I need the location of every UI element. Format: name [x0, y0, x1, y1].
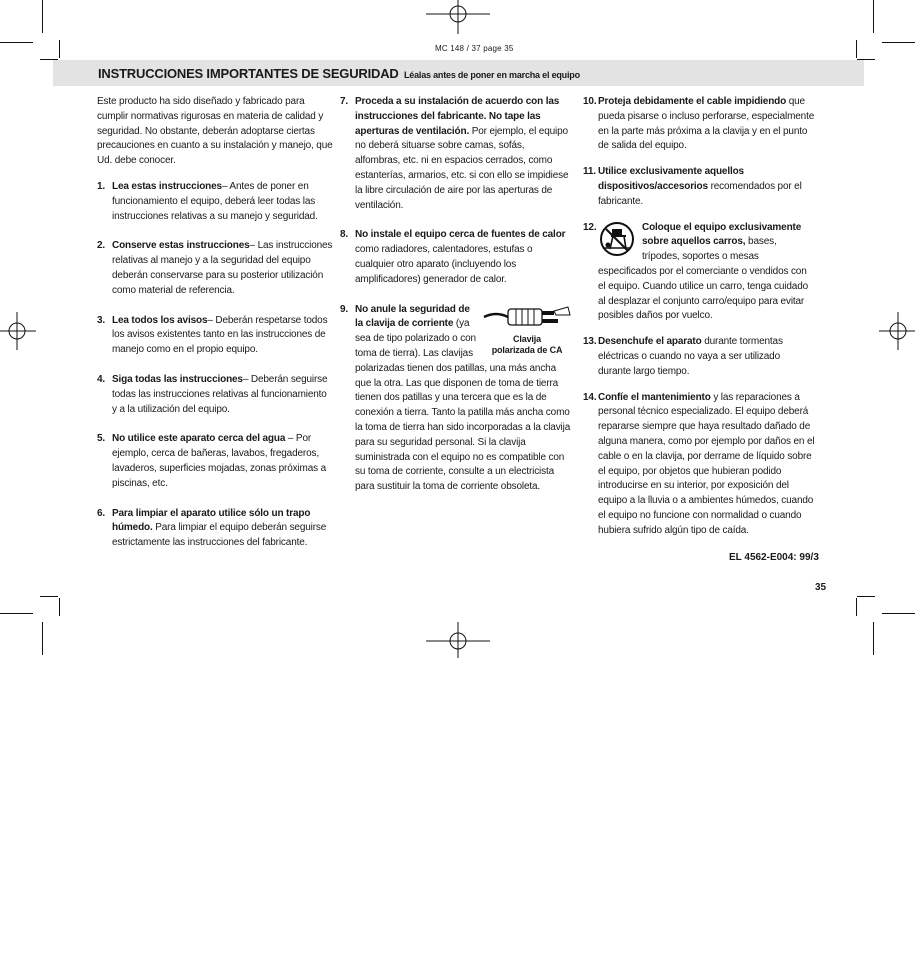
registration-mark-icon	[426, 622, 490, 658]
list-item	[97, 180, 333, 224]
list-item	[583, 335, 815, 379]
item-number: 11.	[583, 166, 596, 178]
crop-mark-icon	[0, 613, 33, 614]
item-text: – Por ejemplo, cerca de bañeras, lavabos, fregaderos, lavaderos, superficies mojadas, zonas próximas a piscinas, etc.	[112, 433, 327, 489]
item-lead: Proteja debidamente el cable impidiendo	[598, 96, 787, 107]
item-text: – Deberán seguirse todas las instrucciones relativas al funcionamiento y a la utilización del equipo.	[112, 373, 328, 415]
column-3	[583, 95, 815, 539]
crop-mark-icon	[873, 0, 874, 33]
list-item	[583, 95, 815, 154]
item-number: 12.	[583, 221, 597, 233]
plug-caption-line-1: Clavija	[513, 333, 541, 344]
list-item	[583, 221, 815, 325]
item-lead: Siga todas las instrucciones	[112, 373, 243, 385]
item-text: recomendados por el fabricante.	[598, 180, 802, 207]
item-lead: Confíe el mantenimiento	[598, 391, 711, 403]
item-number: 6.	[97, 507, 106, 519]
item-number: 13.	[583, 336, 597, 348]
item-lead: Lea estas instrucciones	[112, 180, 222, 192]
registration-mark-icon	[0, 312, 36, 350]
list-item	[97, 239, 333, 298]
column-1	[97, 95, 333, 551]
item-lead: Para limpiar el aparato utilice sólo un trapo húmedo.	[112, 507, 311, 534]
item-text: Para limpiar el equipo deberán seguirse estrictamente las instrucciones del fabricante.	[112, 522, 327, 549]
crop-mark-icon	[882, 613, 915, 614]
list-item	[583, 165, 815, 209]
plug-figure	[482, 303, 572, 356]
item-lead: Proceda a su instalación de acuerdo con las instrucciones del fabricante. No tape las aperturas de ventilación.	[355, 96, 560, 137]
title-subtitle: Léalas antes de poner en marcha el equipo	[404, 70, 580, 80]
plug-caption-line-2: polarizada de CA	[491, 344, 563, 355]
item-lead: No instale el equipo cerca de fuentes de calor	[355, 229, 566, 241]
list-item	[583, 391, 815, 539]
item-text: – Las instrucciones relativas al manejo y a la seguridad del equipo deberán conservarse para su posterior utilización como material de referencia.	[112, 240, 333, 296]
crop-mark-icon	[857, 596, 875, 597]
item-lead: Coloque el equipo exclusivamente sobre aquellos carros,	[642, 221, 802, 248]
crop-mark-icon	[42, 0, 43, 33]
registration-mark-icon	[426, 0, 490, 34]
crop-mark-icon	[0, 42, 33, 43]
column-2	[340, 95, 572, 495]
list-item	[97, 507, 333, 551]
page-title	[98, 66, 580, 81]
list-item	[97, 373, 333, 417]
item-number: 3.	[97, 314, 106, 326]
crop-mark-icon	[873, 622, 874, 655]
item-number: 7.	[340, 96, 349, 107]
list-item	[340, 95, 572, 213]
item-lead: No utilice este aparato cerca del agua	[112, 433, 286, 445]
item-lead: Desenchufe el aparato	[598, 336, 702, 348]
item-text: durante tormentas eléctricas o cuando no vaya a ser utilizado durante largo tiempo.	[598, 336, 783, 377]
item-text: que pueda pisarse o incluso perforarse, especialmente en la parte más próxima a la clavija y en el punto de salida del equipo.	[598, 96, 815, 152]
item-number: 10.	[583, 96, 597, 107]
ac-plug-icon	[482, 303, 572, 331]
item-lead: No anule la seguridad de la clavija de corriente	[355, 303, 470, 330]
item-text: – Antes de poner en funcionamiento el equipo, deberá leer todas las instrucciones relativas a su manejo y seguridad.	[112, 180, 318, 222]
item-number: 9.	[340, 303, 349, 315]
item-lead: Conserve estas instrucciones	[112, 240, 250, 252]
crop-mark-icon	[856, 40, 857, 58]
item-number: 2.	[97, 240, 106, 252]
crop-mark-icon	[42, 622, 43, 655]
document-code: EL 4562-E004: 99/3	[729, 552, 819, 563]
crop-mark-icon	[40, 596, 58, 597]
item-lead: Lea todos los avisos	[112, 314, 208, 326]
item-text: como radiadores, calentadores, estufas o cualquier otro aparato (incluyendo los amplificadores) generador de calor.	[355, 244, 533, 285]
list-item	[97, 432, 333, 491]
item-text: bases, trípodes, soportes o mesas especificados por el comerciante o vendidos con el equipo. Cuando utilice un carro, tenga cuidado al desplazar el conjunto carro/equipo para evitar posibles daños por vuelco.	[598, 236, 809, 322]
item-text: Por ejemplo, el equipo no deberá situarse sobre camas, sofás, alfombras, etc. ni en espacios cerrados, como estanterías, armarios, etc. si con ello se impidiese la libre circulación de aire por las aperturas de ventilación.	[355, 125, 569, 211]
item-number: 4.	[97, 373, 106, 385]
item-text: (ya sea de tipo polarizado o con toma de tierra). Las clavijas polarizadas tienen dos patillas, una más ancha que la otra. Las que disponen de toma de tierra tienen dos patillas y una tercera que es la de conexión a tierra. Tanto la patilla más ancha como la toma de tierra han sido incorporadas a la clavija para su seguridad personal. Si la clavija suministrada con el equipo no es compatible con su toma de corriente, consulte a un electricista para sustituir la toma de corriente obsoleta.	[355, 318, 571, 493]
list-item	[340, 228, 572, 287]
crop-mark-icon	[59, 598, 60, 616]
item-text: – Deberán respetarse todos los avisos existentes tanto en las instrucciones de manejo como en el propio equipo.	[112, 314, 328, 356]
item-number: 1.	[97, 180, 106, 192]
crop-mark-icon	[59, 40, 60, 58]
item-lead: Utilice exclusivamente aquellos dispositivos/accesorios	[598, 166, 744, 192]
intro-paragraph: Este producto ha sido diseñado y fabricado para cumplir normativas rigurosas en materia de calidad y seguridad. No obstante, deberán adoptarse ciertas precauciones en cuanto a su instalación y manejo, que Ud. debe conocer.	[97, 96, 333, 167]
list-item	[97, 314, 333, 358]
registration-mark-icon	[879, 312, 915, 350]
item-text: y las reparaciones a personal técnico especializado. El equipo deberá repararse siempre que haya resultado dañado de alguna manera, como por ejemplo por daños en el cable o en la clavija, por derrame de líquido sobre el equipo, por objetos que hubieran podido introducirse en su interior, por exposición del equipo a la lluvia o a ambientes húmedos, cuando el equipo no funcione con normalidad o cuando hubiera sufrido algún tipo de caída.	[598, 391, 815, 536]
item-number: 5.	[97, 433, 106, 445]
plug-caption	[482, 334, 572, 356]
item-number: 14.	[583, 391, 597, 403]
item-number: 8.	[340, 229, 349, 241]
page-number: 35	[815, 582, 827, 593]
crop-mark-icon	[882, 42, 915, 43]
crop-mark-icon	[856, 598, 857, 616]
title-text: INSTRUCCIONES IMPORTANTES DE SEGURIDAD	[98, 66, 399, 81]
print-slug: MC 148 / 37 page 35	[435, 44, 514, 53]
list-item	[340, 303, 572, 495]
cart-warning-icon	[598, 221, 636, 257]
